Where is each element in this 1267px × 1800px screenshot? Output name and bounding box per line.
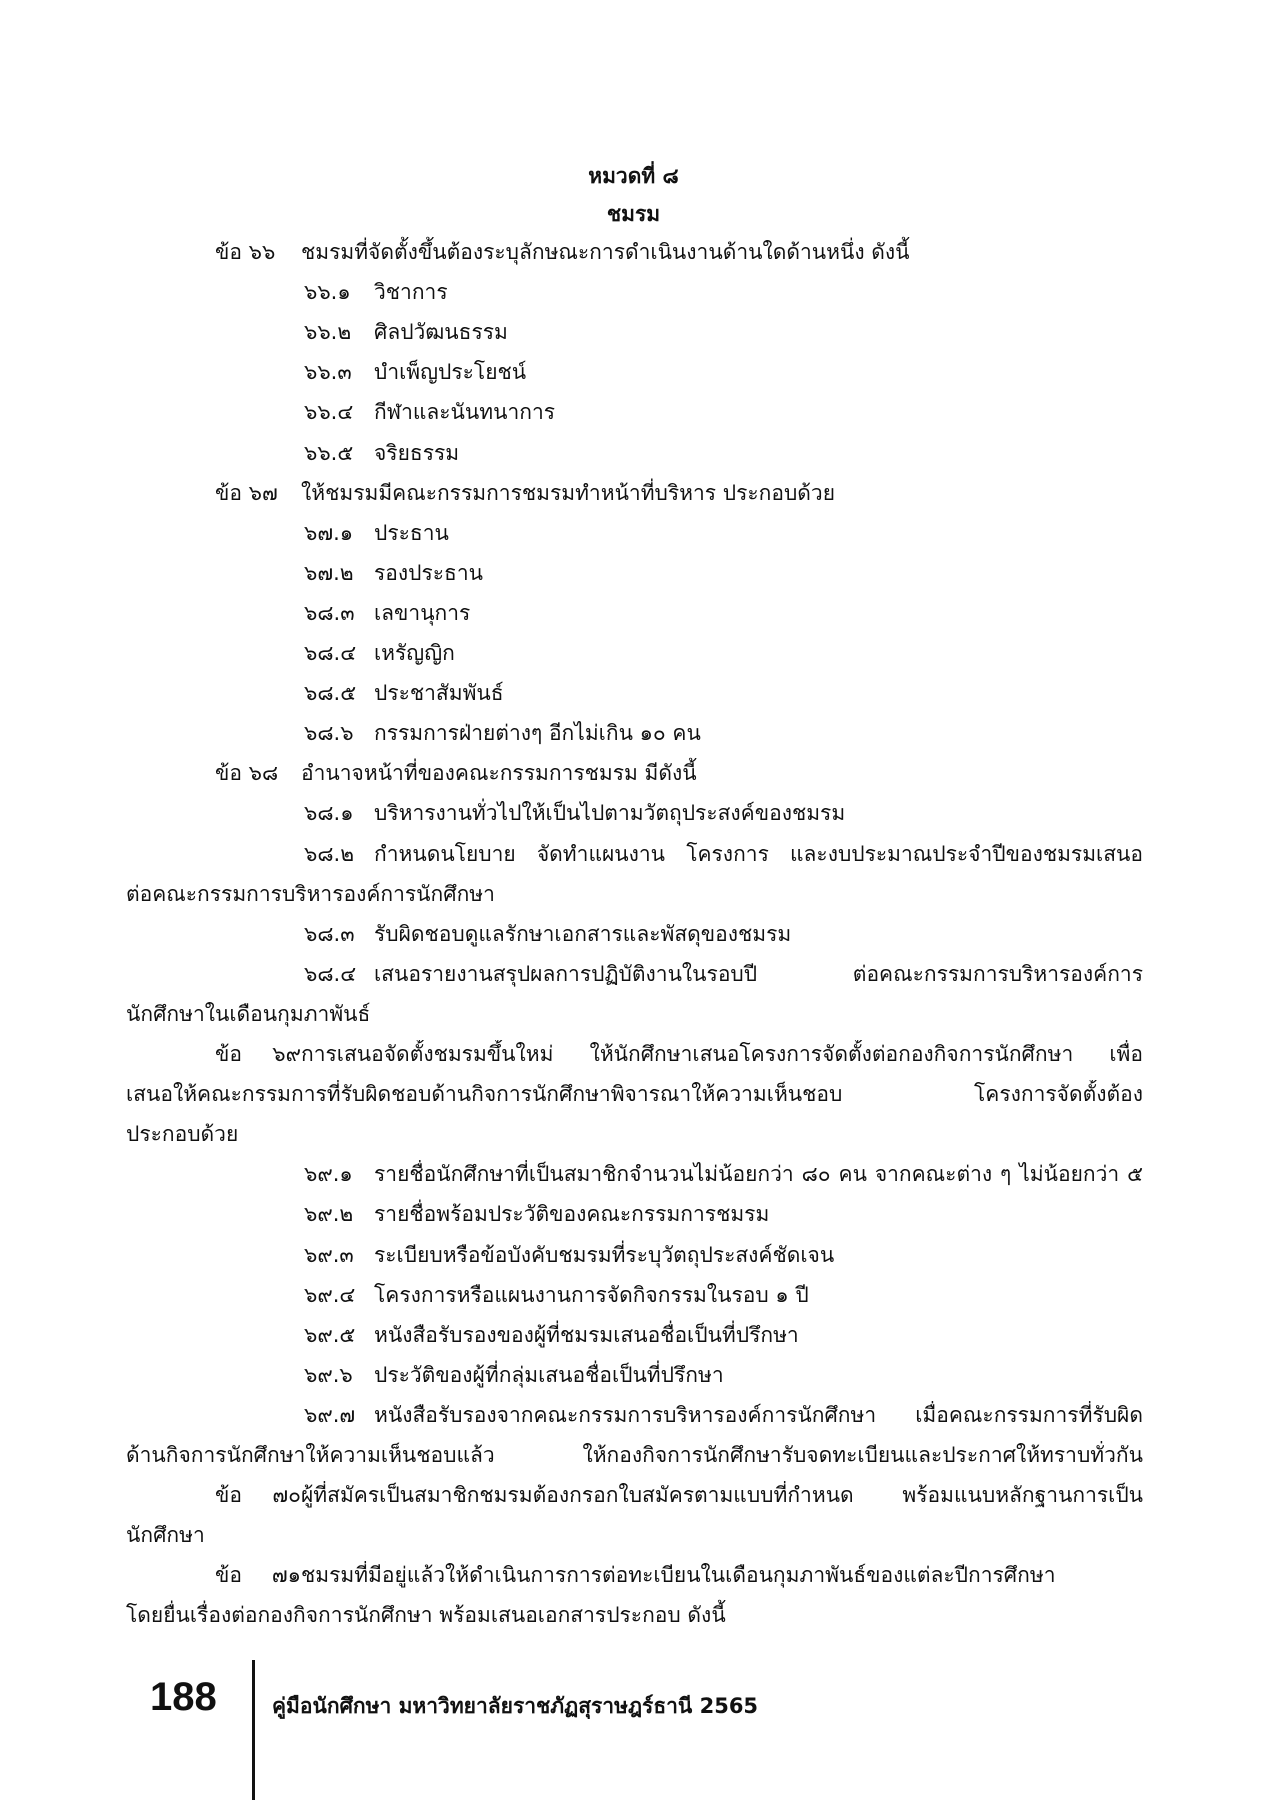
- text-line: [215, 759, 697, 787]
- clause-text: ผู้ที่สมัครเป็นสมาชิกชมรมต้องกรอกใบสมัครตามแบบที่กำหนด พร้อมแนบหลักฐานการเป็น: [301, 1483, 1143, 1507]
- clause-number: ๖๘.๓: [304, 922, 355, 946]
- clause-number: ข้อ ๖๘: [215, 761, 279, 785]
- text-line: [126, 880, 495, 908]
- clause-number: ๖๙.๑: [304, 1162, 353, 1186]
- clause-text: นักศึกษาในเดือนกุมภาพันธ์: [126, 1002, 371, 1026]
- text-line: [304, 840, 1143, 868]
- clause-number: ๖๙.๗: [304, 1403, 356, 1427]
- text-line: [126, 1521, 205, 1549]
- clause-text: นักศึกษา: [126, 1523, 205, 1547]
- clause-text: วิชาการ: [374, 280, 448, 304]
- text-line: [304, 1241, 834, 1269]
- clause-text: การเสนอจัดตั้งชมรมขึ้นใหม่ ให้นักศึกษาเสนอโครงการจัดตั้งต่อกองกิจการนักศึกษา เพื่อ: [301, 1042, 1143, 1066]
- clause-text: โดยยื่นเรื่องต่อกองกิจการนักศึกษา พร้อมเสนอเอกสารประกอบ ดังนี้: [126, 1603, 726, 1627]
- clause-text: เหรัญญิก: [374, 641, 455, 665]
- clause-number: ๖๘.๖: [304, 721, 354, 745]
- text-line: [304, 679, 504, 707]
- clause-text: บำเพ็ญประโยชน์: [374, 360, 527, 384]
- clause-text: รับผิดชอบดูแลรักษาเอกสารและพัสดุของชมรม: [374, 922, 792, 946]
- text-line: [304, 358, 526, 386]
- text-line: [304, 1160, 1143, 1188]
- clause-text: รายชื่อพร้อมประวัติของคณะกรรมการชมรม: [374, 1202, 770, 1226]
- text-line: [304, 799, 845, 827]
- text-line: [126, 1000, 370, 1028]
- text-line: [304, 398, 555, 426]
- footer-divider: [252, 1660, 255, 1800]
- text-line: [215, 1040, 1143, 1068]
- text-line: [304, 920, 791, 948]
- clause-text: จริยธรรม: [374, 441, 460, 465]
- clause-text: บริหารงานทั่วไปให้เป็นไปตามวัตถุประสงค์ของชมรม: [374, 801, 846, 825]
- clause-number: ข้อ ๗๐: [215, 1483, 301, 1507]
- clause-number: ข้อ ๖๙: [215, 1042, 301, 1066]
- clause-text: ชมรมที่จัดตั้งขึ้นต้องระบุลักษณะการดำเนินงานด้านใดด้านหนึ่ง ดังนี้: [301, 240, 910, 264]
- clause-number: ๖๘.๑: [304, 801, 354, 825]
- text-line: [304, 639, 455, 667]
- text-line: [304, 1321, 799, 1349]
- clause-text: กรรมการฝ่ายต่างๆ อีกไม่เกิน ๑๐ คน: [374, 721, 701, 745]
- clause-number: ข้อ ๗๑: [215, 1563, 301, 1587]
- footer-publication: คู่มือนักศึกษา มหาวิทยาลัยราชภัฏสุราษฎร์ธานี 2565: [272, 1694, 759, 1718]
- clause-text: ต่อคณะกรรมการบริหารองค์การนักศึกษา: [126, 882, 495, 906]
- chapter-title: หมวดที่ ๘: [588, 164, 679, 188]
- clause-number: ๖๙.๖: [304, 1363, 353, 1387]
- clause-text: อำนาจหน้าที่ของคณะกรรมการชมรม มีดังนี้: [301, 761, 697, 785]
- clause-text: ชมรมที่มีอยู่แล้วให้ดำเนินการการต่อทะเบียนในเดือนกุมภาพันธ์ของแต่ละปีการศึกษา: [301, 1563, 1056, 1587]
- text-line: [304, 1200, 769, 1228]
- clause-number: ๖๙.๓: [304, 1243, 354, 1267]
- clause-number: ๖๙.๒: [304, 1202, 354, 1226]
- clause-number: ข้อ ๖๗: [215, 481, 278, 505]
- clause-text: หนังสือรับรองของผู้ที่ชมรมเสนอชื่อเป็นที่ปรึกษา: [374, 1323, 799, 1347]
- text-line: [215, 1481, 1143, 1509]
- clause-number: ๖๖.๑: [304, 280, 351, 304]
- clause-text: ประกอบด้วย: [126, 1122, 239, 1146]
- clause-number: ๖๙.๕: [304, 1323, 356, 1347]
- clause-number: ๖๘.๔: [304, 962, 357, 986]
- clause-text: ประวัติของผู้ที่กลุ่มเสนอชื่อเป็นที่ปรึกษา: [374, 1363, 724, 1387]
- chapter-subtitle: ชมรม: [606, 202, 661, 226]
- text-line: [304, 1281, 809, 1309]
- text-line: [304, 960, 1143, 988]
- clause-number: ๖๙.๔: [304, 1283, 356, 1307]
- clause-number: ๖๖.๓: [304, 360, 352, 384]
- text-line: [215, 479, 835, 507]
- text-line: [304, 1361, 724, 1389]
- text-line: [304, 1401, 1143, 1429]
- text-line: [304, 559, 483, 587]
- text-line: [126, 1441, 1143, 1469]
- text-line: [126, 1080, 1143, 1108]
- clause-number: ๖๖.๔: [304, 400, 354, 424]
- clause-text: โครงการหรือแผนงานการจัดกิจกรรมในรอบ ๑ ปี: [374, 1283, 809, 1307]
- clause-number: ๖๘.๓: [304, 601, 355, 625]
- clause-number: ข้อ ๖๖: [215, 240, 276, 264]
- clause-text: เลขานุการ: [374, 601, 471, 625]
- text-line: [304, 439, 459, 467]
- text-line: [304, 599, 470, 627]
- clause-number: ๖๘.๔: [304, 641, 357, 665]
- clause-text: ศิลปวัฒนธรรม: [374, 320, 508, 344]
- clause-number: ๖๗.๑: [304, 521, 354, 545]
- text-line: [304, 278, 448, 306]
- page-number: 188: [150, 1675, 217, 1719]
- text-line: [304, 519, 449, 547]
- clause-text: กีฬาและนันทนาการ: [374, 400, 556, 424]
- clause-text: หนังสือรับรองจากคณะกรรมการบริหารองค์การนักศึกษา เมื่อคณะกรรมการที่รับผิด: [374, 1403, 1143, 1427]
- text-line: [215, 238, 910, 266]
- clause-text: ให้ชมรมมีคณะกรรมการชมรมทำหน้าที่บริหาร ประกอบด้วย: [301, 481, 836, 505]
- text-line: [304, 318, 508, 346]
- text-line: [304, 719, 701, 747]
- clause-number: ๖๗.๒: [304, 561, 354, 585]
- clause-text: กำหนดนโยบาย จัดทำแผนงาน โครงการ และงบประมาณประจำปีของชมรมเสนอ: [374, 842, 1143, 866]
- clause-text: ประธาน: [374, 521, 449, 545]
- clause-number: ๖๘.๒: [304, 842, 355, 866]
- text-line: [126, 1601, 726, 1629]
- clause-text: รองประธาน: [374, 561, 483, 585]
- clause-number: ๖๖.๒: [304, 320, 352, 344]
- clause-text: รายชื่อนักศึกษาที่เป็นสมาชิกจำนวนไม่น้อยกว่า ๘๐ คน จากคณะต่าง ๆ ไม่น้อยกว่า ๕: [374, 1162, 1143, 1186]
- clause-number: ๖๖.๕: [304, 441, 354, 465]
- clause-text: ด้านกิจการนักศึกษาให้ความเห็นชอบแล้ว ให้กองกิจการนักศึกษารับจดทะเบียนและประกาศให้ทราบทั่วกัน: [126, 1443, 1143, 1467]
- clause-text: ระเบียบหรือข้อบังคับชมรมที่ระบุวัตถุประสงค์ชัดเจน: [374, 1243, 835, 1267]
- text-line: [126, 1120, 238, 1148]
- clause-number: ๖๘.๕: [304, 681, 357, 705]
- clause-text: ประชาสัมพันธ์: [374, 681, 504, 705]
- clause-text: เสนอให้คณะกรรมการที่รับผิดชอบด้านกิจการนักศึกษาพิจารณาให้ความเห็นชอบ โครงการจัดตั้งต้อง: [126, 1082, 1143, 1106]
- clause-text: เสนอรายงานสรุปผลการปฏิบัติงานในรอบปี ต่อคณะกรรมการบริหารองค์การ: [374, 962, 1143, 986]
- text-line: [215, 1561, 1143, 1589]
